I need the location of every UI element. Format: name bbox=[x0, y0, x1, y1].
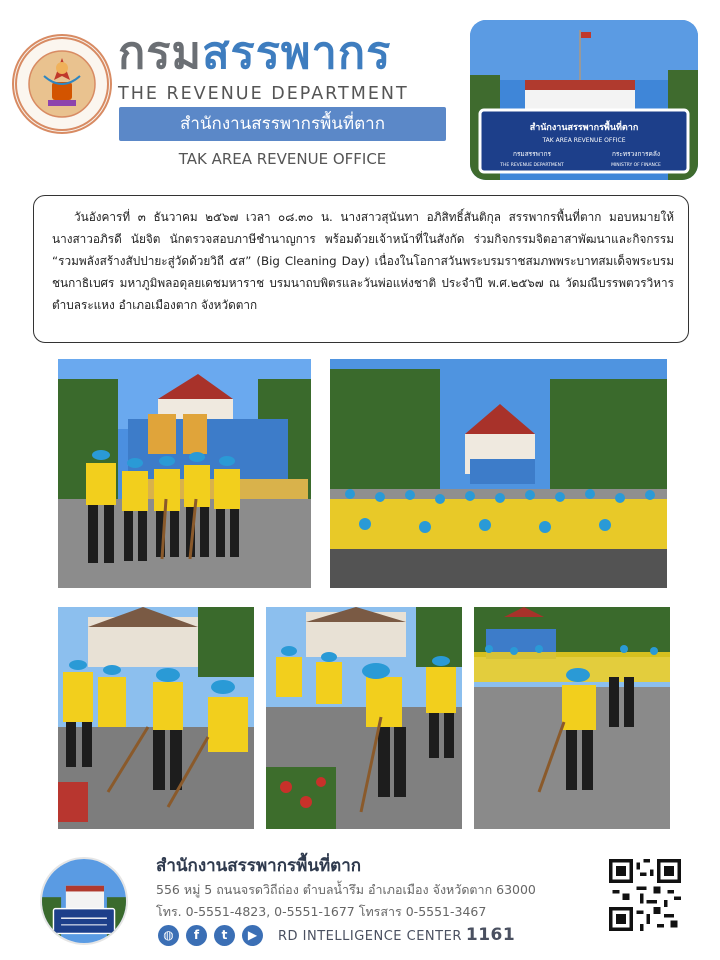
twitter-icon[interactable]: t bbox=[214, 925, 235, 946]
rd-center-number: 1161 bbox=[465, 925, 516, 945]
globe-icon[interactable]: ◍ bbox=[158, 925, 179, 946]
footer-office-photo bbox=[40, 857, 128, 945]
photo-sweeping-2 bbox=[266, 607, 462, 829]
photo-crowd bbox=[330, 359, 667, 588]
sign-left-thai: กรมสรรพากร bbox=[512, 150, 552, 158]
title-part-blue: สรรพากร bbox=[202, 26, 392, 79]
office-sign-photo bbox=[470, 20, 698, 180]
facebook-icon[interactable]: f bbox=[186, 925, 207, 946]
footer-address: 556 หมู่ 5 ถนนจรดวิถีถ่อง ตำบลน้ำรึม อำเภอเมือง จังหวัดตาก 63000 bbox=[156, 882, 536, 897]
sign-left-english: THE REVENUE DEPARTMENT bbox=[500, 163, 564, 168]
sign-english-text: TAK AREA REVENUE OFFICE bbox=[542, 137, 626, 144]
news-article-box bbox=[33, 195, 689, 343]
department-title-thai bbox=[118, 24, 458, 82]
photo-sweeping-1 bbox=[58, 607, 254, 829]
office-name-english: TAK AREA REVENUE OFFICE bbox=[178, 150, 387, 168]
sign-right-english: MINISTRY OF FINANCE bbox=[611, 163, 661, 168]
office-name-bar: สำนักงานสรรพากรพื้นที่ตาก bbox=[119, 107, 446, 141]
title-part-gray: กรม bbox=[118, 26, 203, 79]
footer-phone: โทร. 0-5551-4823, 0-5551-1677 โทรสาร 0-5551-3467 bbox=[156, 904, 487, 919]
article-text: วันอังคารที่ ๓ ธันวาคม ๒๕๖๗ เวลา ๐๘.๓๐ น. นางสาวสุนันทา อภิสิทธิ์สันติกุล สรรพากรพื้นที่ตาก มอบหมายให้ นางสาวอภิรดี นัยจิต นักตรวจสอบภาษีชำนาญการ พร้อมด้วยเจ้าหน้าที่ในสังกัด ร่วมกิจกรรมจิตอาสาพัฒนาและกิจกรรม “รวมพลังสร้างสัปปายะสู่วัดด้วยวิถี ๕ส” (Big Cleaning Day) เนื่องในโอกาสวันพระบรมราชสมภพพระบาทสมเด็จพระบรมชนกาธิเบศร มหาภูมิพลอดุลยเดชมหาราช บรมนาถบพิตรและวันพ่อแห่งชาติ ประจำปี พ.ศ.๒๕๖๗ ณ วัดมณีบรรพตวรวิหาร ตำบลระแหง อำเภอเมืองตาก จังหวัดตาก bbox=[52, 210, 674, 312]
revenue-department-seal bbox=[12, 34, 112, 134]
social-links bbox=[158, 925, 263, 946]
sign-right-thai: กระทรวงการคลัง bbox=[611, 150, 661, 158]
rd-intelligence-center bbox=[278, 925, 515, 945]
rd-center-label: RD INTELLIGENCE CENTER bbox=[278, 929, 462, 944]
sign-thai-text: สำนักงานสรรพากรพื้นที่ตาก bbox=[529, 123, 639, 133]
qr-code[interactable] bbox=[609, 859, 681, 931]
department-title-english: THE REVENUE DEPARTMENT bbox=[118, 84, 409, 104]
photo-group-stage bbox=[58, 359, 311, 588]
youtube-icon[interactable]: ▶ bbox=[242, 925, 263, 946]
photo-sweeping-3 bbox=[474, 607, 670, 829]
footer-office-name: สำนักงานสรรพากรพื้นที่ตาก bbox=[156, 856, 362, 876]
